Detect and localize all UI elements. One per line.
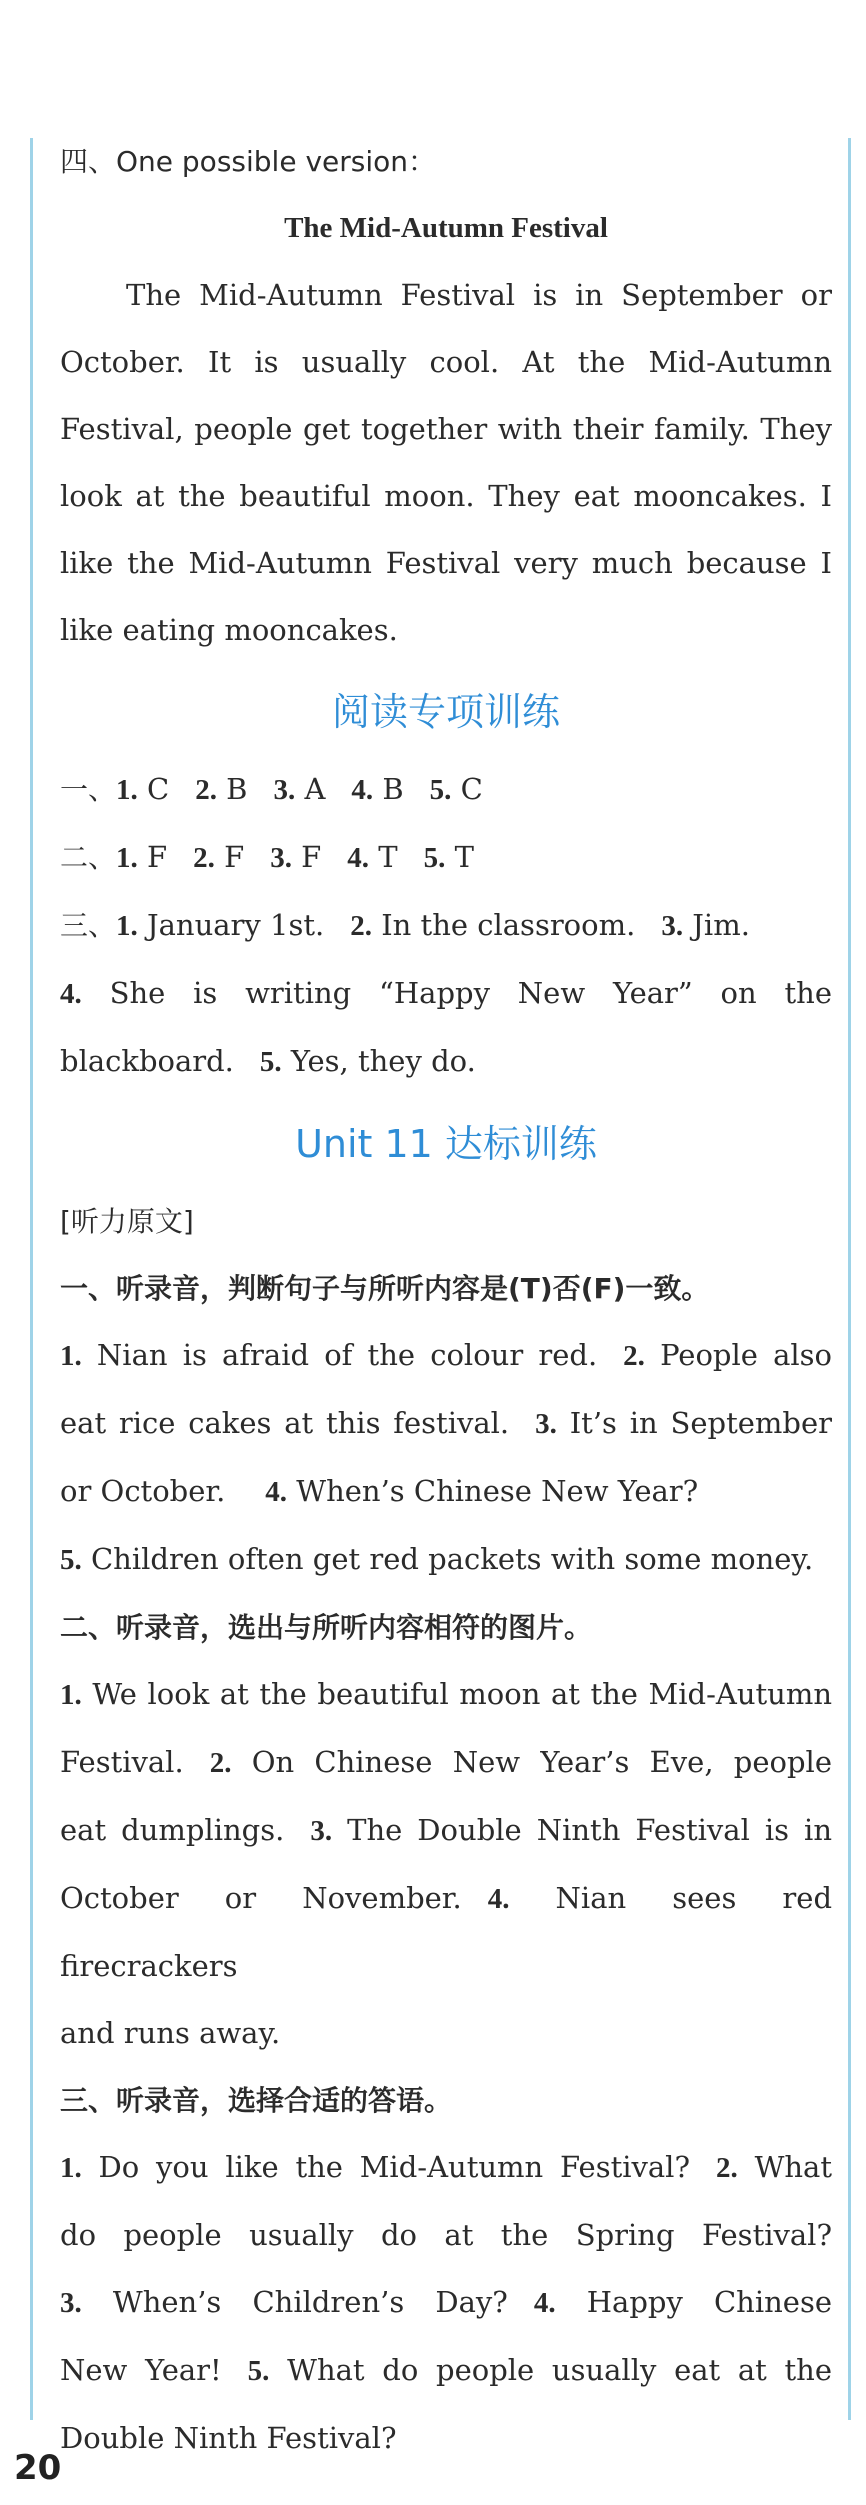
part3-line: 1. Do you like the Mid-Autumn Festival? 2. What (60, 2150, 832, 2184)
part2-line: Festival. 2. On Chinese New Year’s Eve, people (60, 1745, 832, 1779)
part3-instruction: 三、听录音，选择合适的答语。 (60, 2084, 453, 2117)
essay-line: Festival, people get together with their family. They (60, 412, 832, 446)
reading-row-3-cont: 4. She is writing “Happy New Year” on the (60, 976, 832, 1010)
part2-line: October or November. 4. Nian sees red firecrackers (60, 1881, 833, 1983)
part1-line: or October. 4. When’s Chinese New Year? (60, 1474, 699, 1508)
part1-line: 1. Nian is afraid of the colour red. 2. People also (60, 1338, 832, 1372)
part3-line: Double Ninth Festival? (60, 2421, 397, 2455)
part2-instruction: 二、听录音，选出与所听内容相符的图片。 (60, 1611, 593, 1644)
reading-row-3: 三、1. January 1st. 2. In the classroom. 3. Jim. (60, 908, 750, 942)
answer-content (60, 128, 832, 2472)
essay-line: like the Mid-Autumn Festival very much because I (60, 546, 832, 580)
part2-line: 1. We look at the beautiful moon at the Mid-Autumn (60, 1677, 832, 1711)
essay-line: like eating mooncakes. (60, 613, 398, 647)
unit11-heading: Unit 11 达标训练 (295, 1122, 597, 1166)
part3-line: New Year! 5. What do people usually eat at the (60, 2353, 833, 2387)
reading-row-3-end: blackboard. 5. Yes, they do. (60, 1044, 476, 1078)
section4-label: 四、One possible version： (60, 145, 437, 178)
reading-row-1: 一、1. C 2. B 3. A 4. B 5. C (60, 772, 483, 806)
part3-line: do people usually do at the Spring Festival? (60, 2218, 832, 2252)
script-label: [听力原文] (60, 1205, 194, 1238)
reading-heading: 阅读专项训练 (331, 690, 560, 734)
essay-title: The Mid-Autumn Festival (284, 212, 608, 244)
part1-line: 5. Children often get red packets with some money. (60, 1542, 814, 1576)
part2-line: and runs away. (60, 2016, 281, 2050)
page-number: 20 (14, 2448, 62, 2488)
part3-line: 3. When’s Children’s Day? 4. Happy Chinese (60, 2285, 832, 2319)
essay-line: look at the beautiful moon. They eat mooncakes. I (60, 479, 832, 513)
part1-instruction: 一、听录音，判断句子与所听内容是(T)否(F)一致。 (60, 1272, 710, 1305)
part1-line: eat rice cakes at this festival. 3. It’s in September (60, 1406, 832, 1440)
right-margin-rule (848, 138, 851, 2420)
left-margin-rule (30, 138, 33, 2420)
essay-line: October. It is usually cool. At the Mid-Autumn (60, 345, 832, 379)
essay-line: The Mid-Autumn Festival is in September or (126, 278, 832, 312)
reading-row-2: 二、1. F 2. F 3. F 4. T 5. T (60, 840, 474, 874)
part2-line: eat dumplings. 3. The Double Ninth Festival is in (60, 1813, 833, 1847)
